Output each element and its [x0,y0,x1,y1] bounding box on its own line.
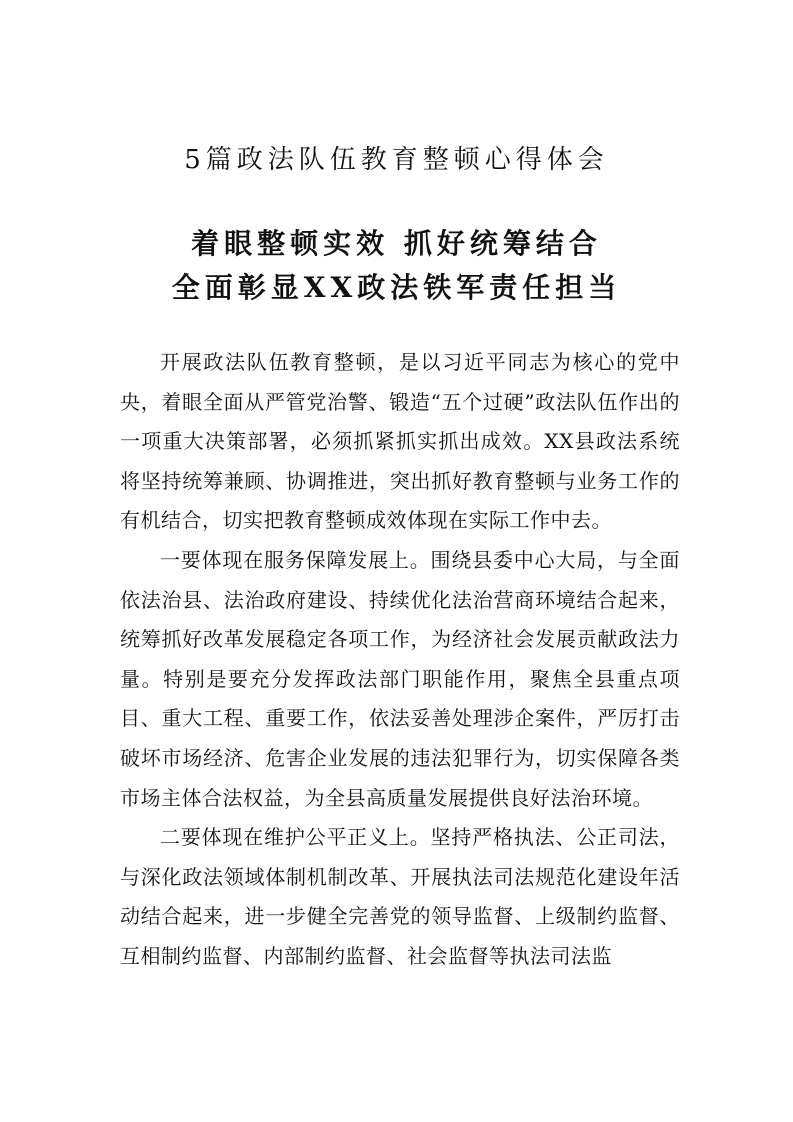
subtitle-line-2: 全面彰显XX政法铁军责任担当 [171,271,622,304]
body-paragraph-3: 二要体现在维护公平正义上。坚持严格执法、公正司法，与深化政法领域体制机制改革、开展执法司法规范化建设年活动结合起来，进一步健全完善党的领导监督、上级制约监督、互相制约监督、内部制约监督、社会监督等执法司法监 [120,825,680,968]
document-title: 5篇政法队伍教育整顿心得体会 [184,145,609,175]
document-subtitle [0,222,793,310]
subtitle-line-1: 着眼整顿实效 抓好统筹结合 [191,227,602,260]
body-paragraph-2: 一要体现在服务保障发展上。围绕县委中心大局，与全面依法治县、法治政府建设、持续优化法治营商环境结合起来，统筹抓好改革发展稳定各项工作，为经济社会发展贡献政法力量。特别是要充分发挥政法部门职能作用，聚焦全县重点项目、重大工程、重要工作，依法妥善处理涉企案件，严厉打击破坏市场经济、危害企业发展的违法犯罪行为，切实保障各类市场主体合法权益，为全县高质量发展提供良好法治环境。 [120,547,680,810]
body-paragraph-1: 开展政法队伍教育整顿，是以习近平同志为核心的党中央，着眼全面从严管党治警、锻造“五个过硬”政法队伍作出的一项重大决策部署，必须抓紧抓实抓出成效。XX县政法系统将坚持统筹兼顾、协调推进，突出抓好教育整顿与业务工作的有机结合，切实把教育整顿成效体现在实际工作中去。 [120,350,680,533]
document-body [120,343,680,977]
